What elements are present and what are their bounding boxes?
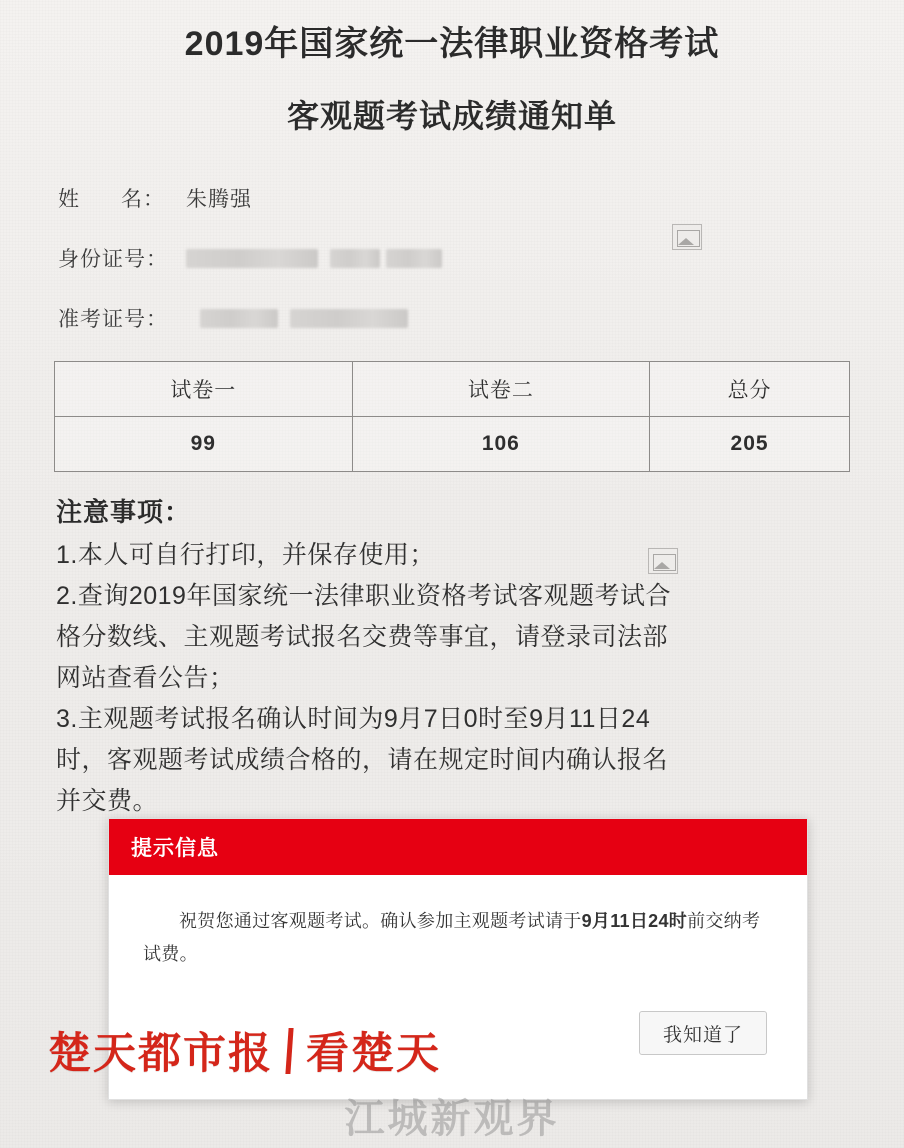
table-header-row [55,362,850,417]
note-line: 格分数线、主观题考试报名交费等事宜，请登录司法部 [56,623,669,651]
dialog-header [109,819,807,875]
redaction-block [200,309,278,328]
info-row-name [58,181,904,215]
note-line: 网站查看公告； [56,664,235,692]
page-title-line1: 2019年国家统一法律职业资格考试 [184,25,720,63]
score-paper2: 106 [352,417,650,472]
score-table [54,361,850,472]
score-paper1: 99 [55,417,353,472]
note-line: 2.查询2019年国家统一法律职业资格考试客观题考试合 [56,582,671,610]
info-row-ticket [58,301,904,335]
watermark-brand-right: 看楚天 [306,1029,441,1079]
note-line: 并交费。 [56,787,159,815]
table-header-paper2: 试卷二 [352,362,650,417]
candidate-info [0,181,904,335]
dialog-message [143,905,773,971]
ticket-value-redacted [186,306,408,330]
dialog-message-part1: 祝贺您通过客观题考试。确认参加主观题考试请于 [179,911,582,931]
dialog-message-part2: 前交纳考试费。 [143,911,761,964]
id-value-redacted [186,246,442,270]
ticket-label: 准考证号： [58,308,168,331]
watermark-logo [48,1020,441,1081]
table-header-paper1: 试卷一 [55,362,353,417]
dialog-body [109,875,807,1003]
table-value-row [55,417,850,472]
dialog-title: 提示信息 [131,837,219,860]
acknowledge-button[interactable]: 我知道了 [639,1011,767,1055]
dialog-message-deadline: 9月11日24时 [581,911,688,931]
watermark-bottom-text: 江城新观界 [344,1097,560,1141]
name-label: 姓 名： [58,188,166,211]
id-label: 身份证号： [58,248,168,271]
notes-heading: 注意事项： [56,497,192,527]
redaction-block [186,249,318,268]
watermark-divider [285,1028,293,1074]
broken-image-icon [672,224,702,250]
watermark-brand-left: 楚天都市报 [48,1029,273,1079]
redaction-block [330,249,380,268]
info-row-id [58,241,904,275]
score-total: 205 [650,417,850,472]
page-title-line2: 客观题考试成绩通知单 [286,98,617,134]
notes-section [0,492,904,822]
table-header-total: 总分 [650,362,850,417]
broken-image-icon [648,548,678,574]
redaction-block [290,309,408,328]
note-line: 1.本人可自行打印，并保存使用； [56,541,435,569]
redaction-block [386,249,442,268]
note-line: 3.主观题考试报名确认时间为9月7日0时至9月11日24 [56,705,651,733]
name-value: 朱腾强 [186,188,252,211]
note-line: 时，客观题考试成绩合格的，请在规定时间内确认报名 [56,746,669,774]
